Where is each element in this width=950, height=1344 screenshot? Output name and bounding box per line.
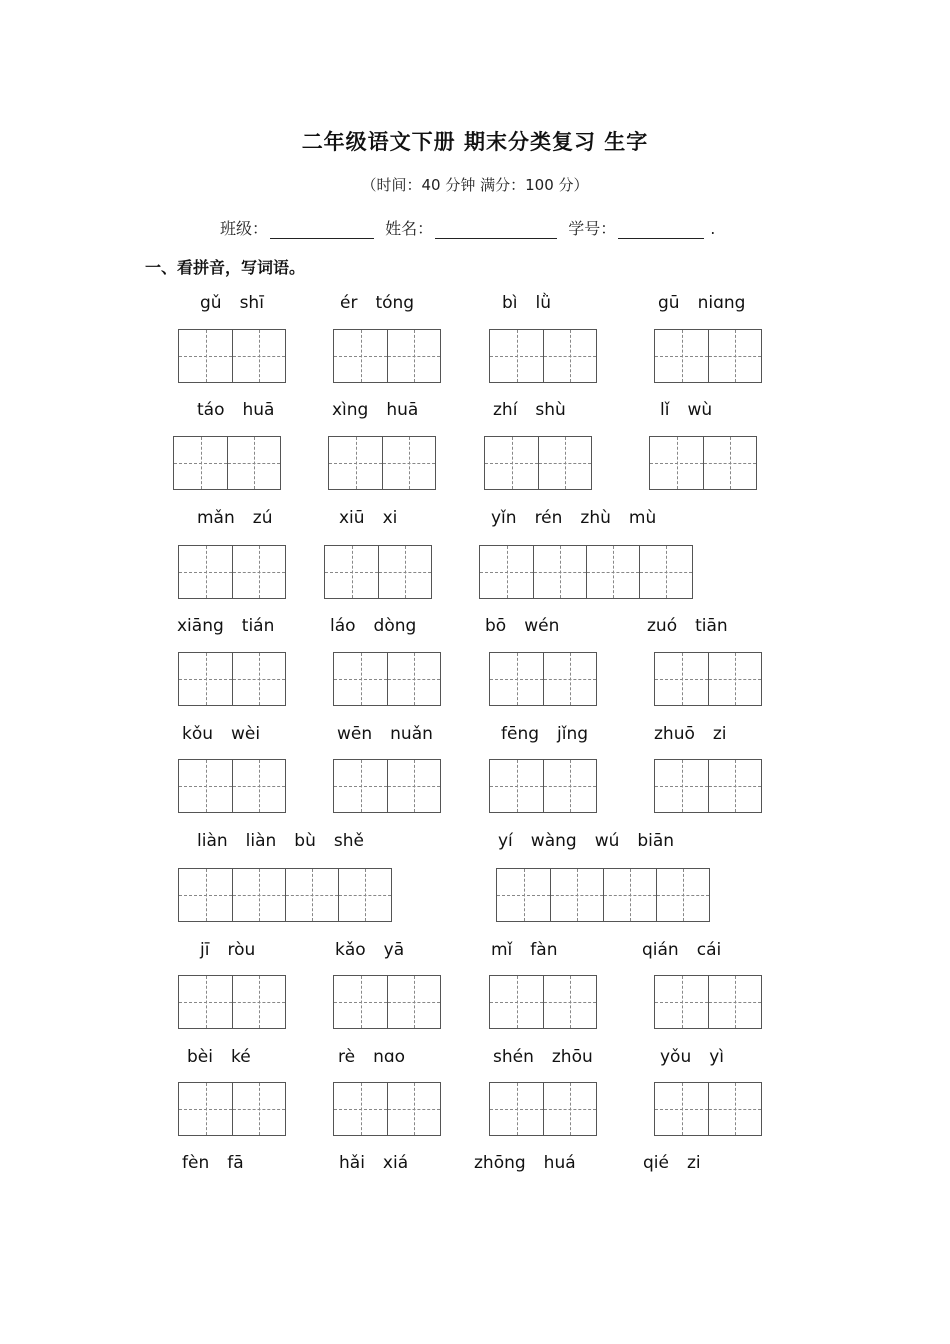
pinyin-syllable: yǒu	[660, 1047, 692, 1067]
pinyin-syllable: lǜ	[535, 293, 552, 313]
pinyin-syllable: wén	[524, 616, 560, 636]
writing-grid[interactable]	[489, 1082, 597, 1136]
pinyin-syllable: xiāng	[177, 616, 224, 636]
pinyin-label	[340, 293, 414, 313]
tianzige-cell[interactable]	[338, 869, 391, 921]
tianzige-cell[interactable]	[655, 330, 708, 382]
tianzige-cell[interactable]	[232, 653, 285, 705]
pinyin-syllable: zi	[712, 724, 727, 744]
pinyin-syllable: wēn	[337, 724, 373, 744]
tianzige-cell[interactable]	[708, 330, 761, 382]
pinyin-syllable: nɑo	[373, 1047, 406, 1067]
pinyin-label	[660, 400, 712, 420]
tianzige-cell[interactable]	[227, 437, 280, 489]
student-id-field[interactable]	[618, 220, 704, 239]
pinyin-label	[337, 724, 433, 744]
tianzige-cell[interactable]	[232, 760, 285, 812]
pinyin-label	[491, 508, 656, 528]
pinyin-syllable: xìng	[332, 400, 369, 420]
pinyin-syllable: láo	[330, 616, 356, 636]
page-title: 二年级语文下册 期末分类复习 生字	[301, 130, 649, 154]
tianzige-cell[interactable]	[232, 1083, 285, 1135]
pinyin-label	[493, 1047, 593, 1067]
writing-grid[interactable]	[178, 1082, 286, 1136]
pinyin-syllable: qié	[643, 1153, 669, 1173]
writing-grid[interactable]	[654, 1082, 762, 1136]
pinyin-syllable: zhuō	[654, 724, 695, 744]
tianzige-cell[interactable]	[656, 869, 709, 921]
pinyin-label	[332, 400, 418, 420]
tianzige-cell[interactable]	[497, 869, 550, 921]
writing-grid[interactable]	[178, 652, 286, 706]
pinyin-syllable: biān	[637, 831, 675, 851]
writing-grid[interactable]	[479, 545, 693, 599]
tianzige-cell[interactable]	[480, 546, 533, 598]
pinyin-syllable: nuǎn	[390, 724, 433, 744]
pinyin-syllable: yì	[709, 1047, 725, 1067]
pinyin-label	[493, 400, 566, 420]
tianzige-cell[interactable]	[387, 760, 440, 812]
tianzige-cell[interactable]	[543, 1083, 596, 1135]
pinyin-label	[200, 940, 255, 960]
pinyin-syllable: bù	[294, 831, 316, 851]
tianzige-cell[interactable]	[543, 653, 596, 705]
tianzige-cell[interactable]	[708, 760, 761, 812]
pinyin-syllable: shě	[333, 831, 364, 851]
writing-grid[interactable]	[333, 759, 441, 813]
writing-grid[interactable]	[489, 759, 597, 813]
writing-grid[interactable]	[173, 436, 281, 490]
pinyin-label	[182, 724, 260, 744]
end-mark: .	[710, 219, 716, 238]
pinyin-syllable: zhù	[580, 508, 611, 528]
pinyin-syllable: lǐ	[660, 400, 670, 420]
tianzige-cell[interactable]	[174, 437, 227, 489]
tianzige-cell[interactable]	[490, 330, 543, 382]
pinyin-syllable: yā	[383, 940, 405, 960]
pinyin-label	[647, 616, 728, 636]
writing-grid[interactable]	[333, 1082, 441, 1136]
student-info-line	[220, 216, 715, 239]
writing-grid[interactable]	[654, 759, 762, 813]
pinyin-syllable: zhōu	[551, 1047, 593, 1067]
pinyin-label	[197, 831, 364, 851]
pinyin-label	[177, 616, 274, 636]
tianzige-cell[interactable]	[334, 976, 387, 1028]
tianzige-cell[interactable]	[334, 1083, 387, 1135]
tianzige-cell[interactable]	[708, 976, 761, 1028]
tianzige-cell[interactable]	[533, 546, 586, 598]
pinyin-syllable: kǒu	[182, 724, 214, 744]
pinyin-syllable: tián	[241, 616, 275, 636]
writing-grid[interactable]	[324, 545, 432, 599]
tianzige-cell[interactable]	[325, 546, 378, 598]
tianzige-cell[interactable]	[179, 1083, 232, 1135]
pinyin-label	[182, 1153, 244, 1173]
writing-grid[interactable]	[489, 652, 597, 706]
tianzige-cell[interactable]	[378, 546, 431, 598]
pinyin-label	[200, 293, 264, 313]
tianzige-cell[interactable]	[387, 976, 440, 1028]
pinyin-label	[330, 616, 416, 636]
writing-grid[interactable]	[654, 975, 762, 1029]
writing-grid[interactable]	[178, 545, 286, 599]
pinyin-syllable: hǎi	[339, 1153, 365, 1173]
pinyin-syllable: jī	[200, 940, 210, 960]
pinyin-syllable: jǐng	[557, 724, 589, 744]
pinyin-syllable: rén	[534, 508, 563, 528]
pinyin-syllable: wèi	[231, 724, 261, 744]
tianzige-cell[interactable]	[387, 330, 440, 382]
pinyin-syllable: fèn	[182, 1153, 210, 1173]
pinyin-syllable: fàn	[530, 940, 558, 960]
tianzige-cell[interactable]	[387, 653, 440, 705]
tianzige-cell[interactable]	[179, 869, 232, 921]
writing-grid[interactable]	[178, 759, 286, 813]
pinyin-syllable: yǐn	[491, 508, 517, 528]
pinyin-syllable: xiá	[382, 1153, 409, 1173]
pinyin-syllable: gū	[658, 293, 680, 313]
section-heading: 一、看拼音，写词语。	[145, 258, 306, 277]
pinyin-syllable: rè	[338, 1047, 356, 1067]
pinyin-syllable: xi	[382, 508, 398, 528]
pinyin-syllable: zuó	[647, 616, 678, 636]
id-label: 学号：	[568, 219, 617, 238]
tianzige-cell[interactable]	[490, 1083, 543, 1135]
tianzige-cell[interactable]	[329, 437, 382, 489]
tianzige-cell[interactable]	[639, 546, 692, 598]
pinyin-syllable: bì	[502, 293, 518, 313]
pinyin-syllable: zhí	[493, 400, 518, 420]
pinyin-syllable: shī	[239, 293, 264, 313]
tianzige-cell[interactable]	[543, 976, 596, 1028]
pinyin-syllable: shén	[493, 1047, 534, 1067]
tianzige-cell[interactable]	[285, 869, 338, 921]
pinyin-syllable: dòng	[373, 616, 417, 636]
tianzige-cell[interactable]	[708, 1083, 761, 1135]
tianzige-cell[interactable]	[334, 653, 387, 705]
tianzige-cell[interactable]	[543, 330, 596, 382]
pinyin-syllable: kǎo	[335, 940, 366, 960]
tianzige-cell[interactable]	[179, 653, 232, 705]
exam-time-info: （时间：40 分钟 满分：100 分）	[361, 176, 589, 194]
pinyin-label	[642, 940, 721, 960]
pinyin-syllable: tiān	[695, 616, 728, 636]
writing-grid[interactable]	[489, 329, 597, 383]
pinyin-syllable: ér	[340, 293, 358, 313]
writing-grid[interactable]	[649, 436, 757, 490]
pinyin-syllable: zhōng	[474, 1153, 526, 1173]
pinyin-syllable: huā	[386, 400, 419, 420]
pinyin-syllable: liàn	[197, 831, 228, 851]
tianzige-cell[interactable]	[232, 976, 285, 1028]
pinyin-label	[643, 1153, 701, 1173]
writing-grid[interactable]	[496, 868, 710, 922]
tianzige-cell[interactable]	[179, 760, 232, 812]
writing-grid[interactable]	[328, 436, 436, 490]
pinyin-syllable: wàng	[530, 831, 577, 851]
pinyin-label	[187, 1047, 251, 1067]
pinyin-label	[335, 940, 404, 960]
name-field[interactable]	[435, 220, 557, 239]
tianzige-cell[interactable]	[490, 653, 543, 705]
tianzige-cell[interactable]	[655, 760, 708, 812]
pinyin-syllable: mù	[628, 508, 657, 528]
pinyin-syllable: zú	[252, 508, 273, 528]
pinyin-syllable: wú	[594, 831, 620, 851]
pinyin-syllable: qián	[642, 940, 679, 960]
pinyin-label	[339, 508, 397, 528]
tianzige-cell[interactable]	[485, 437, 538, 489]
pinyin-syllable: yí	[498, 831, 513, 851]
writing-grid[interactable]	[333, 329, 441, 383]
tianzige-cell[interactable]	[655, 976, 708, 1028]
tianzige-cell[interactable]	[708, 653, 761, 705]
pinyin-label	[660, 1047, 724, 1067]
pinyin-syllable: gǔ	[200, 293, 222, 313]
pinyin-syllable: mǎn	[197, 508, 235, 528]
writing-grid[interactable]	[178, 975, 286, 1029]
name-label: 姓名：	[385, 219, 434, 238]
pinyin-label	[491, 940, 557, 960]
pinyin-label	[654, 724, 727, 744]
tianzige-cell[interactable]	[490, 760, 543, 812]
pinyin-syllable: fēng	[501, 724, 540, 744]
tianzige-cell[interactable]	[232, 869, 285, 921]
pinyin-syllable: tóng	[375, 293, 415, 313]
tianzige-cell[interactable]	[232, 546, 285, 598]
pinyin-label	[501, 724, 588, 744]
writing-grid[interactable]	[489, 975, 597, 1029]
pinyin-syllable: xiū	[339, 508, 365, 528]
tianzige-cell[interactable]	[334, 760, 387, 812]
pinyin-syllable: fā	[227, 1153, 244, 1173]
pinyin-syllable: bèi	[187, 1047, 213, 1067]
tianzige-cell[interactable]	[603, 869, 656, 921]
pinyin-syllable: ké	[230, 1047, 251, 1067]
tianzige-cell[interactable]	[387, 1083, 440, 1135]
tianzige-cell[interactable]	[655, 653, 708, 705]
pinyin-label	[339, 1153, 408, 1173]
class-label: 班级：	[220, 219, 269, 238]
writing-grid[interactable]	[654, 329, 762, 383]
tianzige-cell[interactable]	[490, 976, 543, 1028]
pinyin-label	[197, 508, 272, 528]
tianzige-cell[interactable]	[550, 869, 603, 921]
pinyin-label	[658, 293, 745, 313]
pinyin-syllable: liàn	[245, 831, 277, 851]
pinyin-syllable: ròu	[227, 940, 256, 960]
tianzige-cell[interactable]	[543, 760, 596, 812]
writing-grid[interactable]	[178, 329, 286, 383]
tianzige-cell[interactable]	[179, 976, 232, 1028]
pinyin-syllable: zi	[686, 1153, 701, 1173]
pinyin-label	[502, 293, 551, 313]
pinyin-label	[197, 400, 274, 420]
pinyin-syllable: niɑng	[697, 293, 746, 313]
writing-grid[interactable]	[178, 868, 392, 922]
tianzige-cell[interactable]	[538, 437, 591, 489]
tianzige-cell[interactable]	[655, 1083, 708, 1135]
pinyin-syllable: huá	[543, 1153, 576, 1173]
pinyin-label	[338, 1047, 405, 1067]
pinyin-syllable: bō	[485, 616, 507, 636]
tianzige-cell[interactable]	[382, 437, 435, 489]
tianzige-cell[interactable]	[586, 546, 639, 598]
pinyin-syllable: cái	[696, 940, 722, 960]
writing-grid[interactable]	[484, 436, 592, 490]
tianzige-cell[interactable]	[179, 330, 232, 382]
pinyin-syllable: wù	[687, 400, 713, 420]
tianzige-cell[interactable]	[703, 437, 756, 489]
pinyin-label	[498, 831, 674, 851]
tianzige-cell[interactable]	[179, 546, 232, 598]
pinyin-syllable: mǐ	[491, 940, 513, 960]
class-field[interactable]	[270, 220, 374, 239]
pinyin-label	[485, 616, 559, 636]
pinyin-syllable: huā	[242, 400, 275, 420]
pinyin-label	[474, 1153, 576, 1173]
tianzige-cell[interactable]	[650, 437, 703, 489]
tianzige-cell[interactable]	[334, 330, 387, 382]
writing-grid[interactable]	[333, 652, 441, 706]
pinyin-syllable: táo	[197, 400, 225, 420]
tianzige-cell[interactable]	[232, 330, 285, 382]
pinyin-syllable: shù	[535, 400, 566, 420]
writing-grid[interactable]	[654, 652, 762, 706]
writing-grid[interactable]	[333, 975, 441, 1029]
